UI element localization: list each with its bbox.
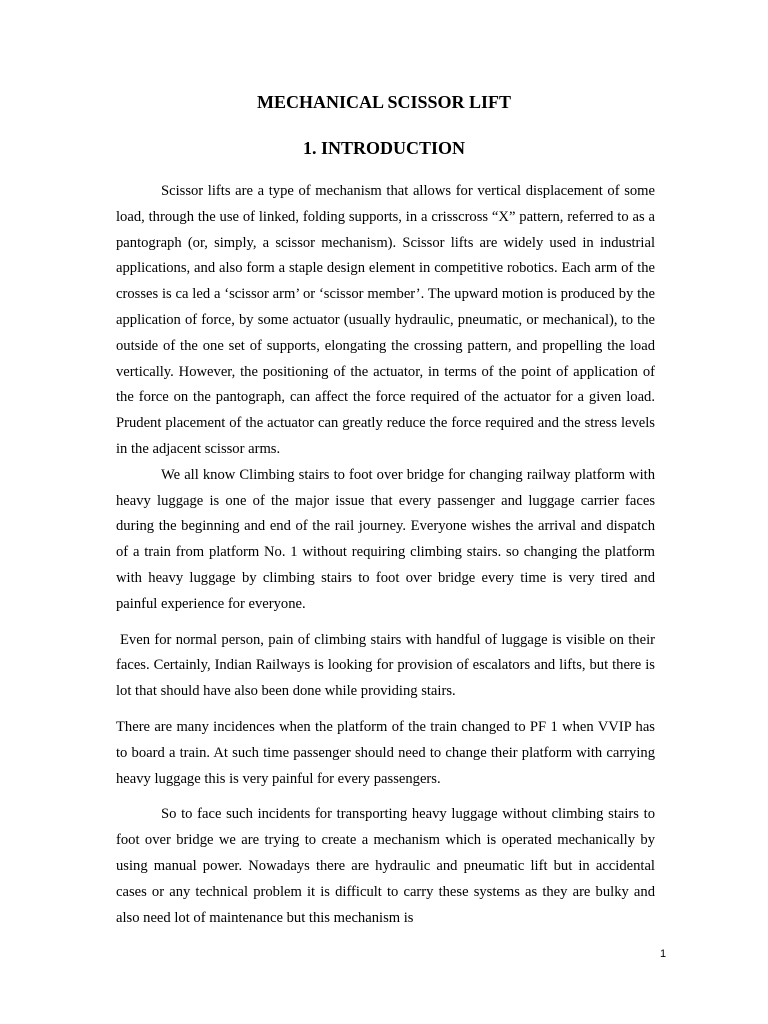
body-paragraph: There are many incidences when the platform of the train changed to PF 1 when VVIP has to board a train. At such time passenger should need to change their platform with carrying heavy luggage this is very painful for every passengers.: [116, 718, 655, 787]
document-title: MECHANICAL SCISSOR LIFT: [256, 92, 512, 112]
body-paragraph: We all know Climbing stairs to foot over bridge for changing railway platform with heavy luggage is one of the major issue that every passenger and luggage carrier faces during the beginning and end of the rail journey. Everyone wishes the arrival and dispatch of a train from platform No. 1 without requiring climbing stairs. so changing the platform with heavy luggage by climbing stairs to foot over bridge every time is very tired and painful experience for everyone.: [116, 466, 655, 612]
body-paragraph: So to face such incidents for transporting heavy luggage without climbing stairs to foot over bridge we are trying to create a mechanism which is operated mechanically by using manual power. Nowadays there are hydraulic and pneumatic lift but in accidental cases or any technical problem it is difficult to carry these systems as they are bulky and also need lot of maintenance but this mechanism is: [116, 806, 655, 926]
document-body: [116, 179, 655, 931]
body-paragraph: Even for normal person, pain of climbing stairs with handful of luggage is visible on their faces. Certainly, Indian Railways is looking for provision of escalators and lifts, but there is lot that should have also been done while providing stairs.: [116, 631, 655, 700]
section-heading: 1. INTRODUCTION: [302, 138, 466, 158]
page-number: 1: [660, 948, 667, 960]
body-paragraph: Scissor lifts are a type of mechanism that allows for vertical displacement of some load, through the use of linked, folding supports, in a crisscross “X” pattern, referred to as a pantograph (or, simply, a scissor mechanism). Scissor lifts are widely used in industrial applications, and also form a staple design element in competitive robotics. Each arm of the crosses is ca led a ‘scissor arm’ or ‘scissor member’. The upward motion is produced by the application of force, by some actuator (usually hydraulic, pneumatic, or mechanical), to the outside of the one set of supports, elongating the crossing pattern, and propelling the load vertically. However, the positioning of the actuator, in terms of the point of application of the force on the pantograph, can affect the force required of the actuator for a given load. Prudent placement of the actuator can greatly reduce the force required and the stress levels in the adjacent scissor arms.: [116, 183, 655, 457]
